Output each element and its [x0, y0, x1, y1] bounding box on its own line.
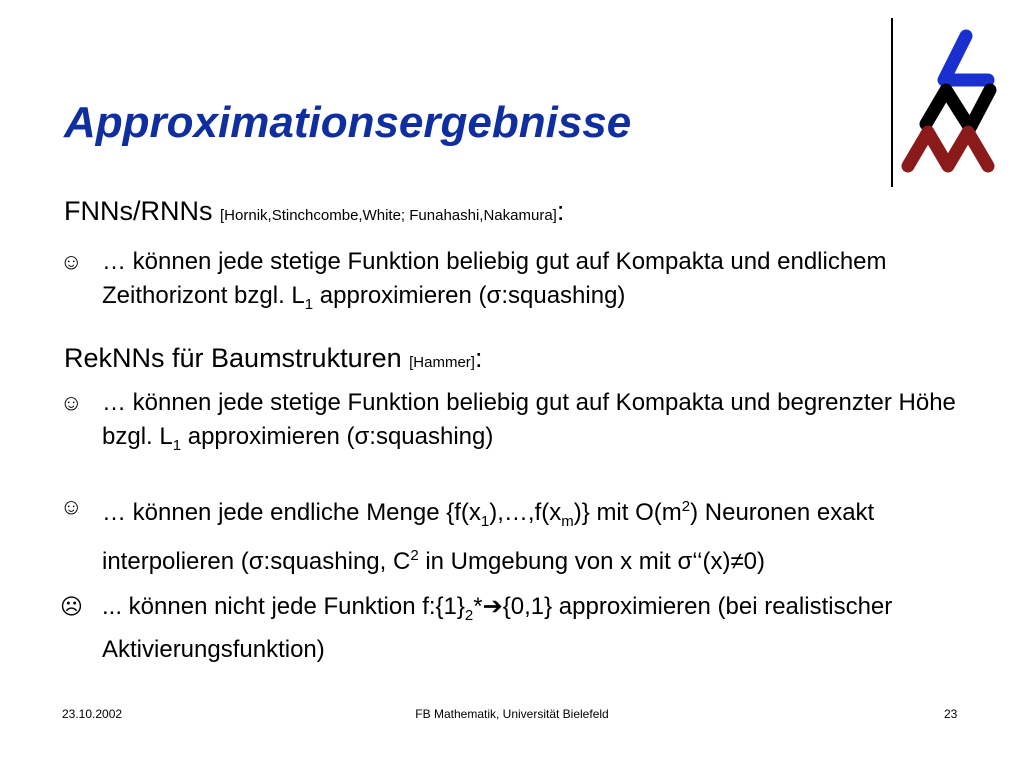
subscript: 2	[464, 606, 474, 624]
bullet-text	[102, 245, 990, 322]
bullet-item	[60, 245, 990, 322]
divider-line	[891, 18, 893, 187]
page-number: 23	[944, 707, 958, 721]
section-heading-text: RekNNs für Baumstrukturen	[64, 343, 402, 373]
bullet-text-part: *	[473, 593, 483, 620]
citation-ref: [Hornik,Stinchcombe,White; Funahashi,Nakamura]	[220, 207, 557, 224]
arrow-icon: ➔	[482, 593, 503, 620]
logo-blue-stroke	[944, 36, 988, 80]
footer-institution: FB Mathematik, Universität Bielefeld	[415, 707, 609, 721]
smiley-icon: ☺	[60, 494, 83, 519]
slide-title: Approximationsergebnisse	[64, 98, 632, 147]
bullet-text	[102, 590, 990, 667]
citation-ref: [Hammer]	[409, 354, 475, 371]
bullet-text-part: )} mit O(m	[573, 499, 682, 526]
bullet-text-part: approximieren (σ:squashing)	[181, 423, 494, 450]
footer-date: 23.10.2002	[62, 707, 123, 721]
subscript: m	[561, 512, 574, 530]
section-heading-fnns	[64, 196, 564, 227]
bullet-text-part: … können jede stetige Funktion beliebig gut auf Kompakta und endlichem Zeithorizont bzgl. L	[102, 248, 887, 309]
bullet-text-part: approximieren (σ:squashing)	[313, 282, 626, 309]
bullet-text-part: … können jede stetige Funktion beliebig gut auf Kompakta und begrenzter Höhe bzgl. L	[102, 389, 956, 450]
superscript: 2	[681, 498, 691, 515]
lnm-logo	[896, 28, 1000, 178]
bullet-text-part: in Umgebung von x mit σ‘‘(x)≠0)	[418, 547, 765, 575]
subscript: 1	[172, 436, 182, 454]
bullet-text-part: ) Neuronen exakt interpolieren (σ:squashing, C	[102, 499, 875, 575]
frowny-icon: ☹	[60, 594, 83, 619]
bullet-item	[60, 590, 990, 667]
smiley-icon: ☺	[60, 249, 83, 274]
bullet-item	[60, 490, 990, 579]
bullet-item	[60, 386, 990, 463]
smiley-icon: ☺	[60, 390, 83, 415]
heading-colon: :	[474, 343, 483, 373]
bullet-text	[102, 490, 990, 579]
bullet-text-part: {0,1} approximieren (bei realistischer Aktivierungsfunktion)	[102, 593, 893, 663]
bullet-text-part: ),…,f(x	[489, 499, 562, 526]
logo-black-stroke	[926, 90, 990, 128]
bullet-text	[102, 386, 990, 463]
logo-red-stroke	[908, 132, 988, 166]
bullet-text-part: … können jede endliche Menge {f(x	[102, 499, 481, 526]
section-heading-reknns	[64, 343, 482, 374]
bullet-text-part: ... können nicht jede Funktion f:{1}	[102, 593, 465, 620]
superscript: 2	[410, 546, 419, 564]
section-heading-text: FNNs/RNNs	[64, 196, 213, 226]
subscript: 1	[304, 295, 314, 313]
subscript: 1	[480, 512, 490, 530]
heading-colon: :	[556, 196, 565, 226]
